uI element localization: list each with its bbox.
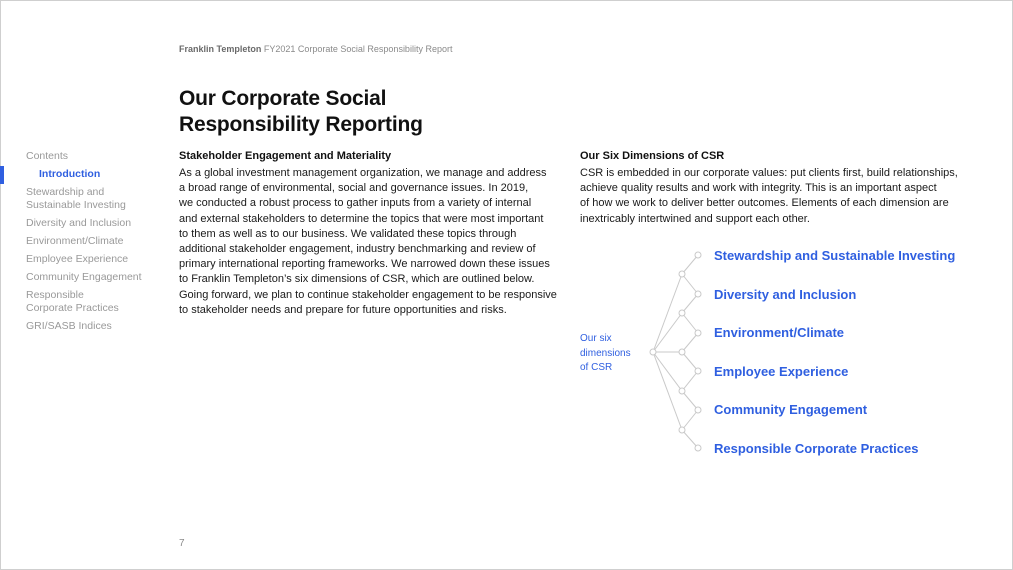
dimension-responsible[interactable]: Responsible Corporate Practices	[714, 441, 919, 456]
nav-stewardship-line2: Sustainable Investing	[26, 199, 126, 211]
paragraph-line: to Franklin Templeton’s six dimensions of CSR, which are outlined below.	[179, 273, 535, 286]
paragraph-line: of how we work to deliver better outcomes. Elements of each dimension are	[580, 197, 949, 210]
dimension-employee[interactable]: Employee Experience	[714, 364, 849, 379]
tree-leaf-node	[695, 291, 701, 297]
paragraph-line: primary international reporting frameworks. We narrowed down these issues	[179, 258, 550, 271]
report-title: FY2021 Corporate Social Responsibility Report	[263, 44, 453, 54]
nav-introduction[interactable]	[0, 168, 160, 181]
paragraph-line: additional stakeholder engagement, industry benchmarking and review of	[179, 243, 536, 256]
tree-root-node	[650, 349, 656, 355]
tree-branch	[682, 410, 698, 430]
brand-name: Franklin Templeton	[179, 44, 262, 54]
tree-branch	[682, 255, 698, 274]
nav-introduction-label: Introduction	[39, 168, 101, 180]
tree-branch	[682, 371, 698, 391]
nav-stewardship[interactable]	[0, 186, 160, 212]
nav-stewardship-line1: Stewardship and	[26, 186, 105, 198]
tree-branch	[653, 352, 682, 391]
tree-branch	[682, 274, 698, 294]
nav-environment[interactable]: Environment/Climate	[26, 235, 124, 247]
tree-mid-node	[679, 427, 685, 433]
tree-label-line: Our six	[580, 333, 612, 344]
paragraph-line: CSR is embedded in our corporate values: put clients first, build relationships,	[580, 167, 958, 179]
tree-branch	[682, 333, 698, 352]
tree-label-line: dimensions	[580, 347, 631, 359]
paragraph-line: a broad range of environmental, social and governance issues. In 2019,	[179, 182, 529, 195]
paragraph-line: inextricably intertwined and support each other.	[580, 212, 810, 225]
page-title-line2: Responsibility Reporting	[179, 113, 423, 136]
dimension-diversity[interactable]: Diversity and Inclusion	[714, 287, 857, 302]
tree-leaf-node	[695, 445, 701, 451]
nav-gri[interactable]: GRI/SASB Indices	[26, 320, 112, 332]
nav-diversity[interactable]: Diversity and Inclusion	[26, 217, 132, 229]
paragraph-line: Going forward, we plan to continue stakeholder engagement to be responsive	[179, 288, 557, 301]
page-title	[179, 86, 423, 138]
dimension-stewardship[interactable]: Stewardship and Sustainable Investing	[714, 248, 956, 263]
nav-responsible-line1: Responsible	[26, 289, 84, 301]
tree-branch	[653, 352, 682, 430]
paragraph-line: to them as well as to our business. We validated these topics through	[179, 227, 517, 240]
active-indicator	[0, 166, 4, 184]
nav-employee[interactable]: Employee Experience	[26, 253, 129, 265]
left-paragraph	[179, 166, 557, 318]
right-heading: Our Six Dimensions of CSR	[580, 150, 725, 162]
tree-mid-node	[679, 271, 685, 277]
tree-branch	[682, 313, 698, 333]
tree-mid-node	[679, 388, 685, 394]
dimension-environment[interactable]: Environment/Climate	[714, 325, 845, 340]
tree-branch	[653, 313, 682, 352]
dimension-tree-diagram	[640, 240, 710, 460]
tree-branch	[682, 391, 698, 410]
tree-mid-node	[679, 349, 685, 355]
page-number: 7	[179, 538, 185, 549]
paragraph-line: to stakeholder needs and prepare for future opportunities and risks.	[179, 303, 507, 316]
tree-branch	[682, 294, 698, 313]
report-header	[179, 44, 452, 54]
paragraph-line: As a global investment management organization, we manage and address	[179, 167, 547, 179]
page-title-line1: Our Corporate Social	[179, 87, 387, 110]
tree-label-line: of CSR	[580, 362, 613, 373]
tree-branch	[682, 430, 698, 448]
paragraph-line: we conducted a robust process to gather inputs from a variety of internal	[179, 197, 532, 210]
side-navigation	[0, 150, 160, 338]
nav-community[interactable]: Community Engagement	[26, 271, 142, 283]
dimension-community[interactable]: Community Engagement	[714, 402, 868, 417]
tree-branch	[653, 274, 682, 352]
tree-leaf-node	[695, 330, 701, 336]
right-paragraph	[580, 166, 958, 227]
tree-leaf-node	[695, 252, 701, 258]
paragraph-line: and external stakeholders to determine the topics that were most important	[179, 212, 544, 225]
tree-mid-node	[679, 310, 685, 316]
tree-leaf-node	[695, 407, 701, 413]
nav-responsible[interactable]	[0, 289, 160, 315]
tree-branch	[682, 352, 698, 371]
left-heading: Stakeholder Engagement and Materiality	[179, 150, 392, 162]
nav-contents[interactable]: Contents	[26, 150, 69, 162]
paragraph-line: achieve quality results and work with integrity. This is an important aspect	[580, 182, 937, 195]
nav-responsible-line2: Corporate Practices	[26, 302, 119, 314]
tree-leaf-node	[695, 368, 701, 374]
